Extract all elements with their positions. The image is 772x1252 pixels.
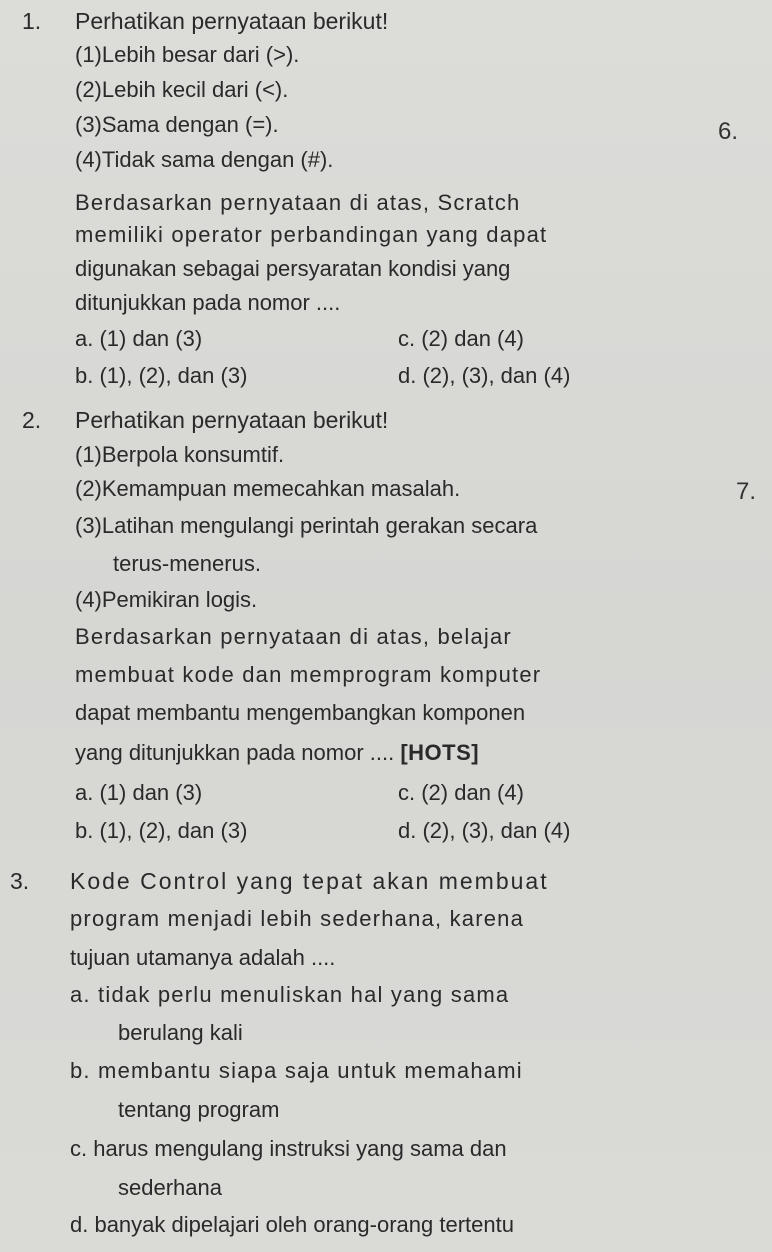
q1-item-3: (3)Sama dengan (=). <box>75 112 279 137</box>
q1-body-line-1: Berdasarkan pernyataan di atas, Scratch <box>75 190 521 215</box>
q2-option-c[interactable]: c. (2) dan (4) <box>398 780 524 805</box>
q3-option-c-line-2[interactable]: sederhana <box>118 1175 222 1200</box>
q1-option-d[interactable]: d. (2), (3), dan (4) <box>398 363 571 388</box>
q2-body-line-2: membuat kode dan memprogram komputer <box>75 662 542 687</box>
q3-option-d-line-1[interactable]: d. banyak dipelajari oleh orang-orang tertentu <box>70 1212 514 1237</box>
q3-body-line-1: Kode Control yang tepat akan membuat <box>70 868 549 894</box>
q2-item-1: (1)Berpola konsumtif. <box>75 442 285 467</box>
q2-option-b[interactable]: b. (1), (2), dan (3) <box>75 818 248 843</box>
side-number-7: 7. <box>736 478 757 505</box>
q2-item-3: (3)Latihan mengulangi perintah gerakan secara <box>75 513 538 538</box>
q1-prompt: Perhatikan pernyataan berikut! <box>75 8 389 34</box>
q3-option-a-line-1[interactable]: a. tidak perlu menuliskan hal yang sama <box>70 982 510 1007</box>
q3-body-line-3: tujuan utamanya adalah .... <box>70 945 336 970</box>
q1-item-1: (1)Lebih besar dari (>). <box>75 42 300 67</box>
q1-option-a[interactable]: a. (1) dan (3) <box>75 326 203 351</box>
q2-option-d[interactable]: d. (2), (3), dan (4) <box>398 818 571 843</box>
q3-option-a-line-2[interactable]: berulang kali <box>118 1020 243 1045</box>
q2-body-line-4 <box>75 740 479 766</box>
q1-number: 1. <box>22 8 42 34</box>
q1-item-4: (4)Tidak sama dengan (#). <box>75 147 334 172</box>
q3-option-c-line-1[interactable]: c. harus mengulang instruksi yang sama dan <box>70 1136 507 1161</box>
q1-item-2: (2)Lebih kecil dari (<). <box>75 77 289 102</box>
q2-item-2: (2)Kemampuan memecahkan masalah. <box>75 476 461 501</box>
q1-body-line-2: memiliki operator perbandingan yang dapat <box>75 222 548 247</box>
q2-option-a[interactable]: a. (1) dan (3) <box>75 780 203 805</box>
q2-body-line-1: Berdasarkan pernyataan di atas, belajar <box>75 624 512 649</box>
q2-body-line-3: dapat membantu mengembangkan komponen <box>75 700 526 725</box>
q2-prompt: Perhatikan pernyataan berikut! <box>75 407 389 433</box>
q2-item-3-cont: terus-menerus. <box>113 551 261 576</box>
q3-option-b-line-2[interactable]: tentang program <box>118 1097 280 1122</box>
q1-option-b[interactable]: b. (1), (2), dan (3) <box>75 363 248 388</box>
q2-number: 2. <box>22 407 42 433</box>
q1-body-line-3: digunakan sebagai persyaratan kondisi yang <box>75 256 511 281</box>
q1-body-line-4: ditunjukkan pada nomor .... <box>75 290 341 315</box>
hots-tag: [HOTS] <box>400 740 480 765</box>
side-number-6: 6. <box>718 118 739 145</box>
q3-number: 3. <box>10 868 30 894</box>
q3-body-line-2: program menjadi lebih sederhana, karena <box>70 906 525 931</box>
q2-item-4: (4)Pemikiran logis. <box>75 587 258 612</box>
q1-option-c[interactable]: c. (2) dan (4) <box>398 326 524 351</box>
q3-option-b-line-1[interactable]: b. membantu siapa saja untuk memahami <box>70 1058 523 1083</box>
q2-body-line-4-text: yang ditunjukkan pada nomor .... <box>75 740 395 765</box>
